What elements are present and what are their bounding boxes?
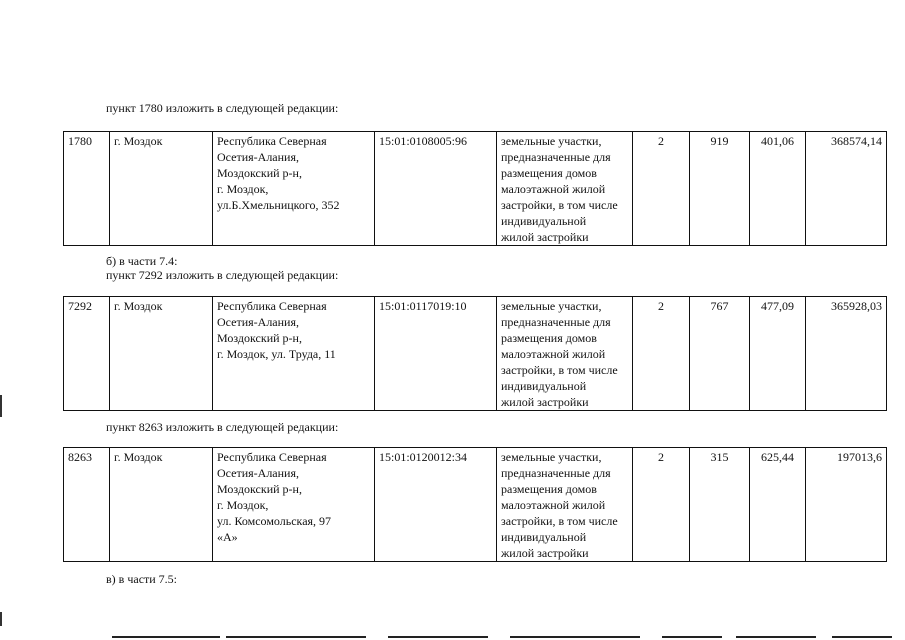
purpose-line: индивидуальной xyxy=(501,214,587,228)
purpose-line: размещения домов xyxy=(501,482,597,496)
address-line: «А» xyxy=(217,530,238,544)
address-line: Республика Северная xyxy=(217,134,327,148)
price-cell: 625,44 xyxy=(750,448,806,562)
section-line-7-5: в) в части 7.5: xyxy=(106,572,178,586)
address-cell xyxy=(213,132,375,246)
purpose-line: размещения домов xyxy=(501,331,597,345)
purpose-line: предназначенные для xyxy=(501,466,611,480)
purpose-line: малоэтажной жилой xyxy=(501,498,606,512)
page-rule xyxy=(736,636,816,638)
purpose-line: индивидуальной xyxy=(501,379,587,393)
purpose-line: земельные участки, xyxy=(501,134,602,148)
purpose-cell xyxy=(497,297,633,411)
cost-cell: 365928,03 xyxy=(806,297,887,411)
purpose-line: застройки, в том числе xyxy=(501,514,618,528)
instruction-line-1780: пункт 1780 изложить в следующей редакции: xyxy=(106,101,339,115)
purpose-line: малоэтажной жилой xyxy=(501,347,606,361)
address-line: г. Моздок, ул. Труда, 11 xyxy=(217,347,336,361)
price-cell: 477,09 xyxy=(750,297,806,411)
purpose-line: земельные участки, xyxy=(501,450,602,464)
purpose-line: предназначенные для xyxy=(501,315,611,329)
page-rule xyxy=(112,636,220,638)
cadastral-number: 15:01:0120012:34 xyxy=(375,448,497,562)
land-plot-table-8263 xyxy=(63,447,887,562)
plot-number: 1780 xyxy=(64,132,110,246)
address-line: Осетия-Алания, xyxy=(217,466,299,480)
page-rule xyxy=(226,636,366,638)
purpose-line: жилой застройки xyxy=(501,395,589,409)
purpose-line: предназначенные для xyxy=(501,150,611,164)
city-cell: г. Моздок xyxy=(110,448,213,562)
purpose-line: застройки, в том числе xyxy=(501,363,618,377)
scan-edge-mark xyxy=(0,612,2,626)
address-line: г. Моздок, xyxy=(217,182,269,196)
plot-number: 8263 xyxy=(64,448,110,562)
table-row xyxy=(64,297,887,411)
plot-number: 7292 xyxy=(64,297,110,411)
purpose-line: размещения домов xyxy=(501,166,597,180)
address-line: г. Моздок, xyxy=(217,498,269,512)
purpose-line: жилой застройки xyxy=(501,230,589,244)
address-line: Осетия-Алания, xyxy=(217,150,299,164)
address-line: Республика Северная xyxy=(217,450,327,464)
address-line: ул.Б.Хмельницкого, 352 xyxy=(217,198,340,212)
address-line: Республика Северная xyxy=(217,299,327,313)
table-row xyxy=(64,132,887,246)
purpose-line: индивидуальной xyxy=(501,530,587,544)
city-cell: г. Моздок xyxy=(110,297,213,411)
address-line: Моздокский р-н, xyxy=(217,331,302,345)
area-cell: 315 xyxy=(690,448,750,562)
address-cell xyxy=(213,297,375,411)
table-row xyxy=(64,448,887,562)
purpose-cell xyxy=(497,448,633,562)
cadastral-number: 15:01:0108005:96 xyxy=(375,132,497,246)
cost-cell: 197013,6 xyxy=(806,448,887,562)
address-line: Моздокский р-н, xyxy=(217,482,302,496)
instruction-line-7292: пункт 7292 изложить в следующей редакции: xyxy=(106,268,339,282)
address-line: Моздокский р-н, xyxy=(217,166,302,180)
area-cell: 919 xyxy=(690,132,750,246)
page-rule xyxy=(832,636,892,638)
group-cell: 2 xyxy=(633,297,690,411)
group-cell: 2 xyxy=(633,448,690,562)
instruction-line-8263: пункт 8263 изложить в следующей редакции: xyxy=(106,420,339,434)
address-cell xyxy=(213,448,375,562)
page-rule xyxy=(388,636,488,638)
purpose-cell xyxy=(497,132,633,246)
address-line: ул. Комсомольская, 97 xyxy=(217,514,332,528)
section-line-7-4: б) в части 7.4: xyxy=(106,254,178,268)
address-line: Осетия-Алания, xyxy=(217,315,299,329)
scan-edge-mark xyxy=(0,395,2,417)
purpose-line: малоэтажной жилой xyxy=(501,182,606,196)
group-cell: 2 xyxy=(633,132,690,246)
purpose-line: застройки, в том числе xyxy=(501,198,618,212)
price-cell: 401,06 xyxy=(750,132,806,246)
land-plot-table-1780 xyxy=(63,131,887,246)
city-cell: г. Моздок xyxy=(110,132,213,246)
purpose-line: жилой застройки xyxy=(501,546,589,560)
purpose-line: земельные участки, xyxy=(501,299,602,313)
cadastral-number: 15:01:0117019:10 xyxy=(375,297,497,411)
page-rule xyxy=(510,636,640,638)
cost-cell: 368574,14 xyxy=(806,132,887,246)
page-rule xyxy=(662,636,722,638)
area-cell: 767 xyxy=(690,297,750,411)
land-plot-table-7292 xyxy=(63,296,887,411)
